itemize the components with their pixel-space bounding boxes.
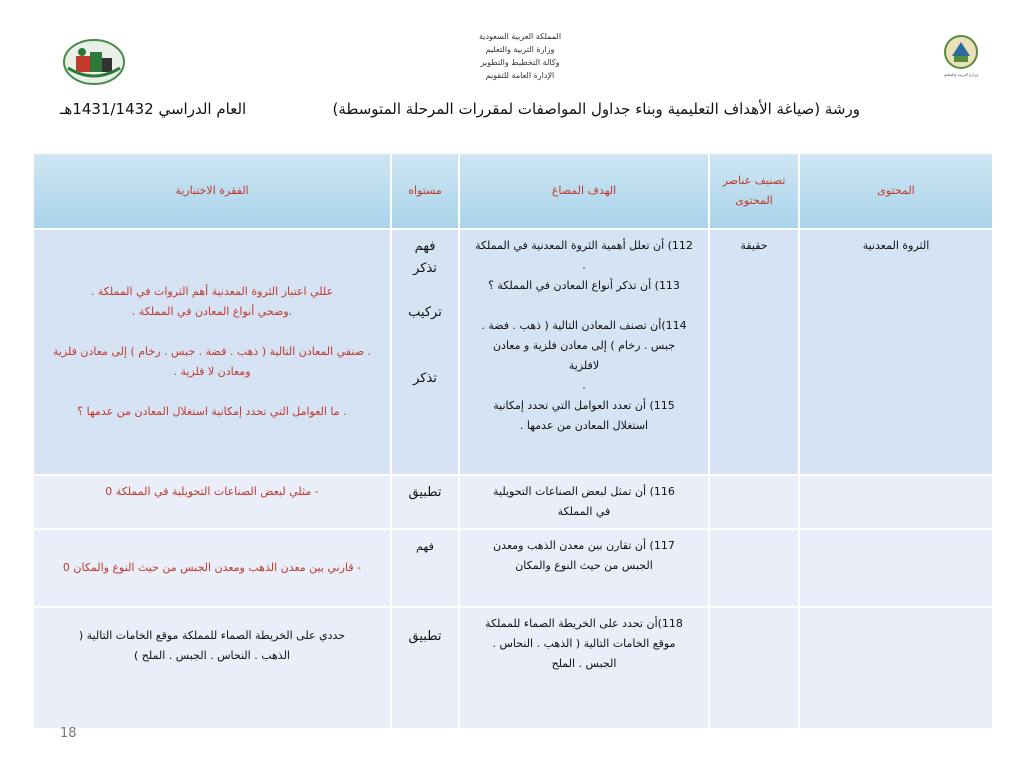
objective-line: 114)أن تصنف المعادن التالية ( ذهب . فضة .	[481, 319, 687, 332]
header-content: المحتوى	[799, 153, 993, 229]
classification-cell	[709, 607, 799, 729]
objective-line: 115) أن تعدد العوامل التي تحدد إمكانية	[493, 399, 675, 412]
level-label: تذكر	[413, 261, 437, 276]
workshop-title: ورشة (صياغة الأهداف التعليمية وبناء جداول المواصفات لمقررات المرحلة المتوسطة)	[332, 100, 860, 118]
objective-line: في المملكة	[557, 505, 611, 518]
level-label: تطبيق	[408, 629, 442, 644]
test-item-cell	[33, 229, 391, 475]
objective-line: 117) أن تقارن بين معدن الذهب ومعدن	[493, 539, 675, 552]
specification-table	[32, 152, 994, 730]
header-test-item: الفقرة الاختبارية	[33, 153, 391, 229]
level-label	[398, 280, 452, 302]
test-item-line: .وضحي أنواع المعادن في المملكة .	[131, 305, 293, 318]
level-label: تطبيق	[408, 485, 442, 500]
ministry-line: وكالة التخطيط والتطوير	[480, 58, 560, 67]
test-item-line: عللي اعتبار الثروة المعدنية أهم الثروات في المملكة .	[90, 285, 334, 298]
level-label: فهم	[414, 239, 436, 254]
test-item-line: . ما العوامل التي تحدد إمكانية استغلال المعادن من عدمها ؟	[77, 405, 347, 418]
test-item-cell	[33, 529, 391, 607]
objective-cell	[459, 475, 709, 529]
objective-cell	[459, 229, 709, 475]
objective-line: استغلال المعادن من عدمها .	[519, 419, 649, 432]
table-row	[33, 475, 993, 529]
classification-cell: حقيقة	[709, 229, 799, 475]
header-classification: تصنيف عناصر المحتوى	[709, 153, 799, 229]
content-cell	[799, 607, 993, 729]
test-item-line: - مثلي لبعض الصناعات التحويلية في المملكة 0	[105, 485, 319, 498]
objective-line: .	[582, 379, 586, 392]
level-label: تذكر	[413, 371, 437, 386]
objective-line: لافلزية	[568, 359, 600, 372]
ministry-emblem-logo	[940, 34, 982, 84]
objective-line: 116) أن تمثل لبعض الصناعات التحويلية	[493, 485, 675, 498]
objective-line: 118)أن تحدد على الخريطة الصماء للمملكة	[485, 617, 683, 630]
level-cell	[391, 229, 459, 475]
level-label: فهم	[416, 540, 434, 553]
objective-line: الجبس . الملح	[551, 657, 617, 670]
page-title	[60, 100, 860, 124]
content-cell	[799, 475, 993, 529]
level-cell	[391, 475, 459, 529]
test-item-cell	[33, 607, 391, 729]
ministry-line: الإدارة العامة للتقويم	[485, 71, 555, 80]
ministry-header	[440, 30, 600, 82]
test-item-cell	[33, 475, 391, 529]
level-label	[398, 346, 452, 368]
level-cell	[391, 607, 459, 729]
test-item-line: الذهب . النحاس . الجبس . الملح )	[133, 649, 290, 662]
level-label: تركيب	[408, 305, 442, 320]
table-row	[33, 229, 993, 475]
test-item-line: - قارني بين معدن الذهب ومعدن الجبس من حيث النوع والمكان 0	[62, 561, 362, 574]
level-cell	[391, 529, 459, 607]
classification-cell	[709, 475, 799, 529]
table-row	[33, 607, 993, 729]
test-item-line	[40, 382, 384, 402]
header-objective: الهدف المصاغ	[459, 153, 709, 229]
page-number: 18	[60, 726, 77, 741]
test-item-line	[40, 322, 384, 342]
objective-line: 113) أن تذكر أنواع المعادن في المملكة ؟	[488, 279, 680, 292]
objective-line: جبس . رخام ) إلى معادن فلزية و معادن	[492, 339, 676, 352]
classification-cell	[709, 529, 799, 607]
objective-cell	[459, 607, 709, 729]
education-evaluation-logo	[62, 38, 126, 86]
objective-line: 112) أن تعلل أهمية الثروة المعدنية في المملكة	[475, 239, 693, 252]
academic-year: العام الدراسي 1431/1432هـ	[60, 100, 247, 118]
ministry-line: وزارة التربية والتعليم	[485, 45, 555, 54]
table-header-row	[33, 153, 993, 229]
test-item-line: حددي على الخريطة الصماء للمملكة موقع الخامات التالية (	[78, 629, 346, 642]
emblem-caption: وزارة التربية والتعليم	[943, 72, 979, 77]
objective-cell	[459, 529, 709, 607]
content-cell	[799, 529, 993, 607]
content-cell: الثروة المعدنية	[799, 229, 993, 475]
table-row	[33, 529, 993, 607]
ministry-line: المملكة العربية السعودية	[478, 32, 562, 41]
test-item-line: . صنفي المعادن التالية ( ذهب . فضة . جبس . رخام ) إلى معادن فلزية ومعادن لا فلزية .	[52, 345, 372, 378]
objective-line	[466, 296, 702, 316]
objective-line: .	[582, 259, 586, 272]
objective-line: موقع الخامات التالية ( الذهب . النحاس .	[492, 637, 676, 650]
level-label	[398, 324, 452, 346]
objective-line: الجبس من حيث النوع والمكان	[515, 559, 653, 572]
header-level: مستواه	[391, 153, 459, 229]
